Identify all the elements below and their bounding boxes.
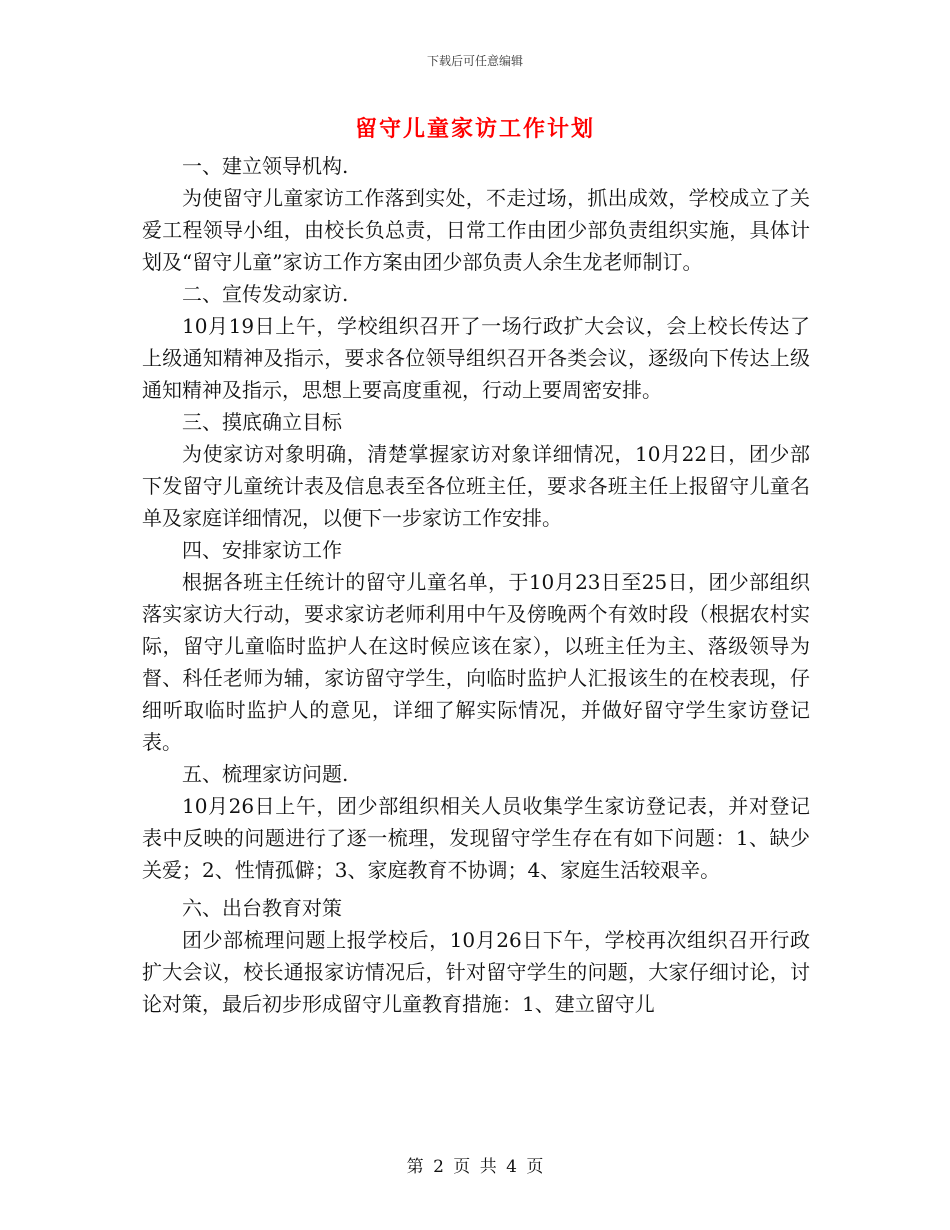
section-paragraph-5: 10月26日上午，团少部组织相关人员收集学生家访登记表，并对登记表中反映的问题进行了逐一梳理，发现留守学生存在有如下问题：1、缺少关爱；2、性情孤僻；3、家庭教育不协调；4、家庭生活较艰辛。 xyxy=(142,794,810,882)
section-heading-4: 四、安排家访工作 xyxy=(182,538,342,562)
section-paragraph-6: 团少部梳理问题上报学校后，10月26日下午，学校再次组织召开行政扩大会议，校长通报家访情况后，针对留守学生的问题，大家仔细讨论，讨论对策，最后初步形成留守儿童教育措施：1、建立留守儿 xyxy=(142,928,810,1016)
document-title: 留守儿童家访工作计划 xyxy=(354,117,595,142)
section-paragraph-2: 10月19日上午，学校组织召开了一场行政扩大会议，会上校长传达了上级通知精神及指示，要求各位领导组织召开各类会议，逐级向下传达上级通知精神及指示，思想上要高度重视，行动上要周密安排。 xyxy=(142,314,810,402)
section-heading-3: 三、摸底确立目标 xyxy=(182,410,342,434)
section-paragraph-4: 根据各班主任统计的留守儿童名单，于10月23日至25日，团少部组织落实家访大行动，要求家访老师利用中午及傍晚两个有效时段（根据农村实际，留守儿童临时监护人在这时候应该在家），以班主任为主、落级领导为督、科任老师为辅，家访留守学生，向临时监护人汇报该生的在校表现，仔细听取临时监护人的意见，详细了解实际情况，并做好留守学生家访登记表。 xyxy=(142,570,810,754)
section-heading-6: 六、出台教育对策 xyxy=(182,896,342,920)
page-number: 第 2 页 共 4 页 xyxy=(406,1157,544,1177)
section-heading-2: 二、宣传发动家访. xyxy=(182,282,349,306)
section-heading-1: 一、建立领导机构. xyxy=(182,154,349,178)
section-heading-5: 五、梳理家访问题. xyxy=(182,762,349,786)
page-header-note: 下载后可任意编辑 xyxy=(426,54,523,68)
document-body xyxy=(142,150,810,1020)
section-paragraph-1: 为使留守儿童家访工作落到实处，不走过场，抓出成效，学校成立了关爱工程领导小组，由校长负总责，日常工作由团少部负责组织实施，具体计划及“留守儿童”家访工作方案由团少部负责人余生龙老师制订。 xyxy=(142,186,810,274)
section-paragraph-3: 为使家访对象明确，清楚掌握家访对象详细情况，10月22日，团少部下发留守儿童统计表及信息表至各位班主任，要求各班主任上报留守儿童名单及家庭详细情况，以便下一步家访工作安排。 xyxy=(142,442,810,530)
